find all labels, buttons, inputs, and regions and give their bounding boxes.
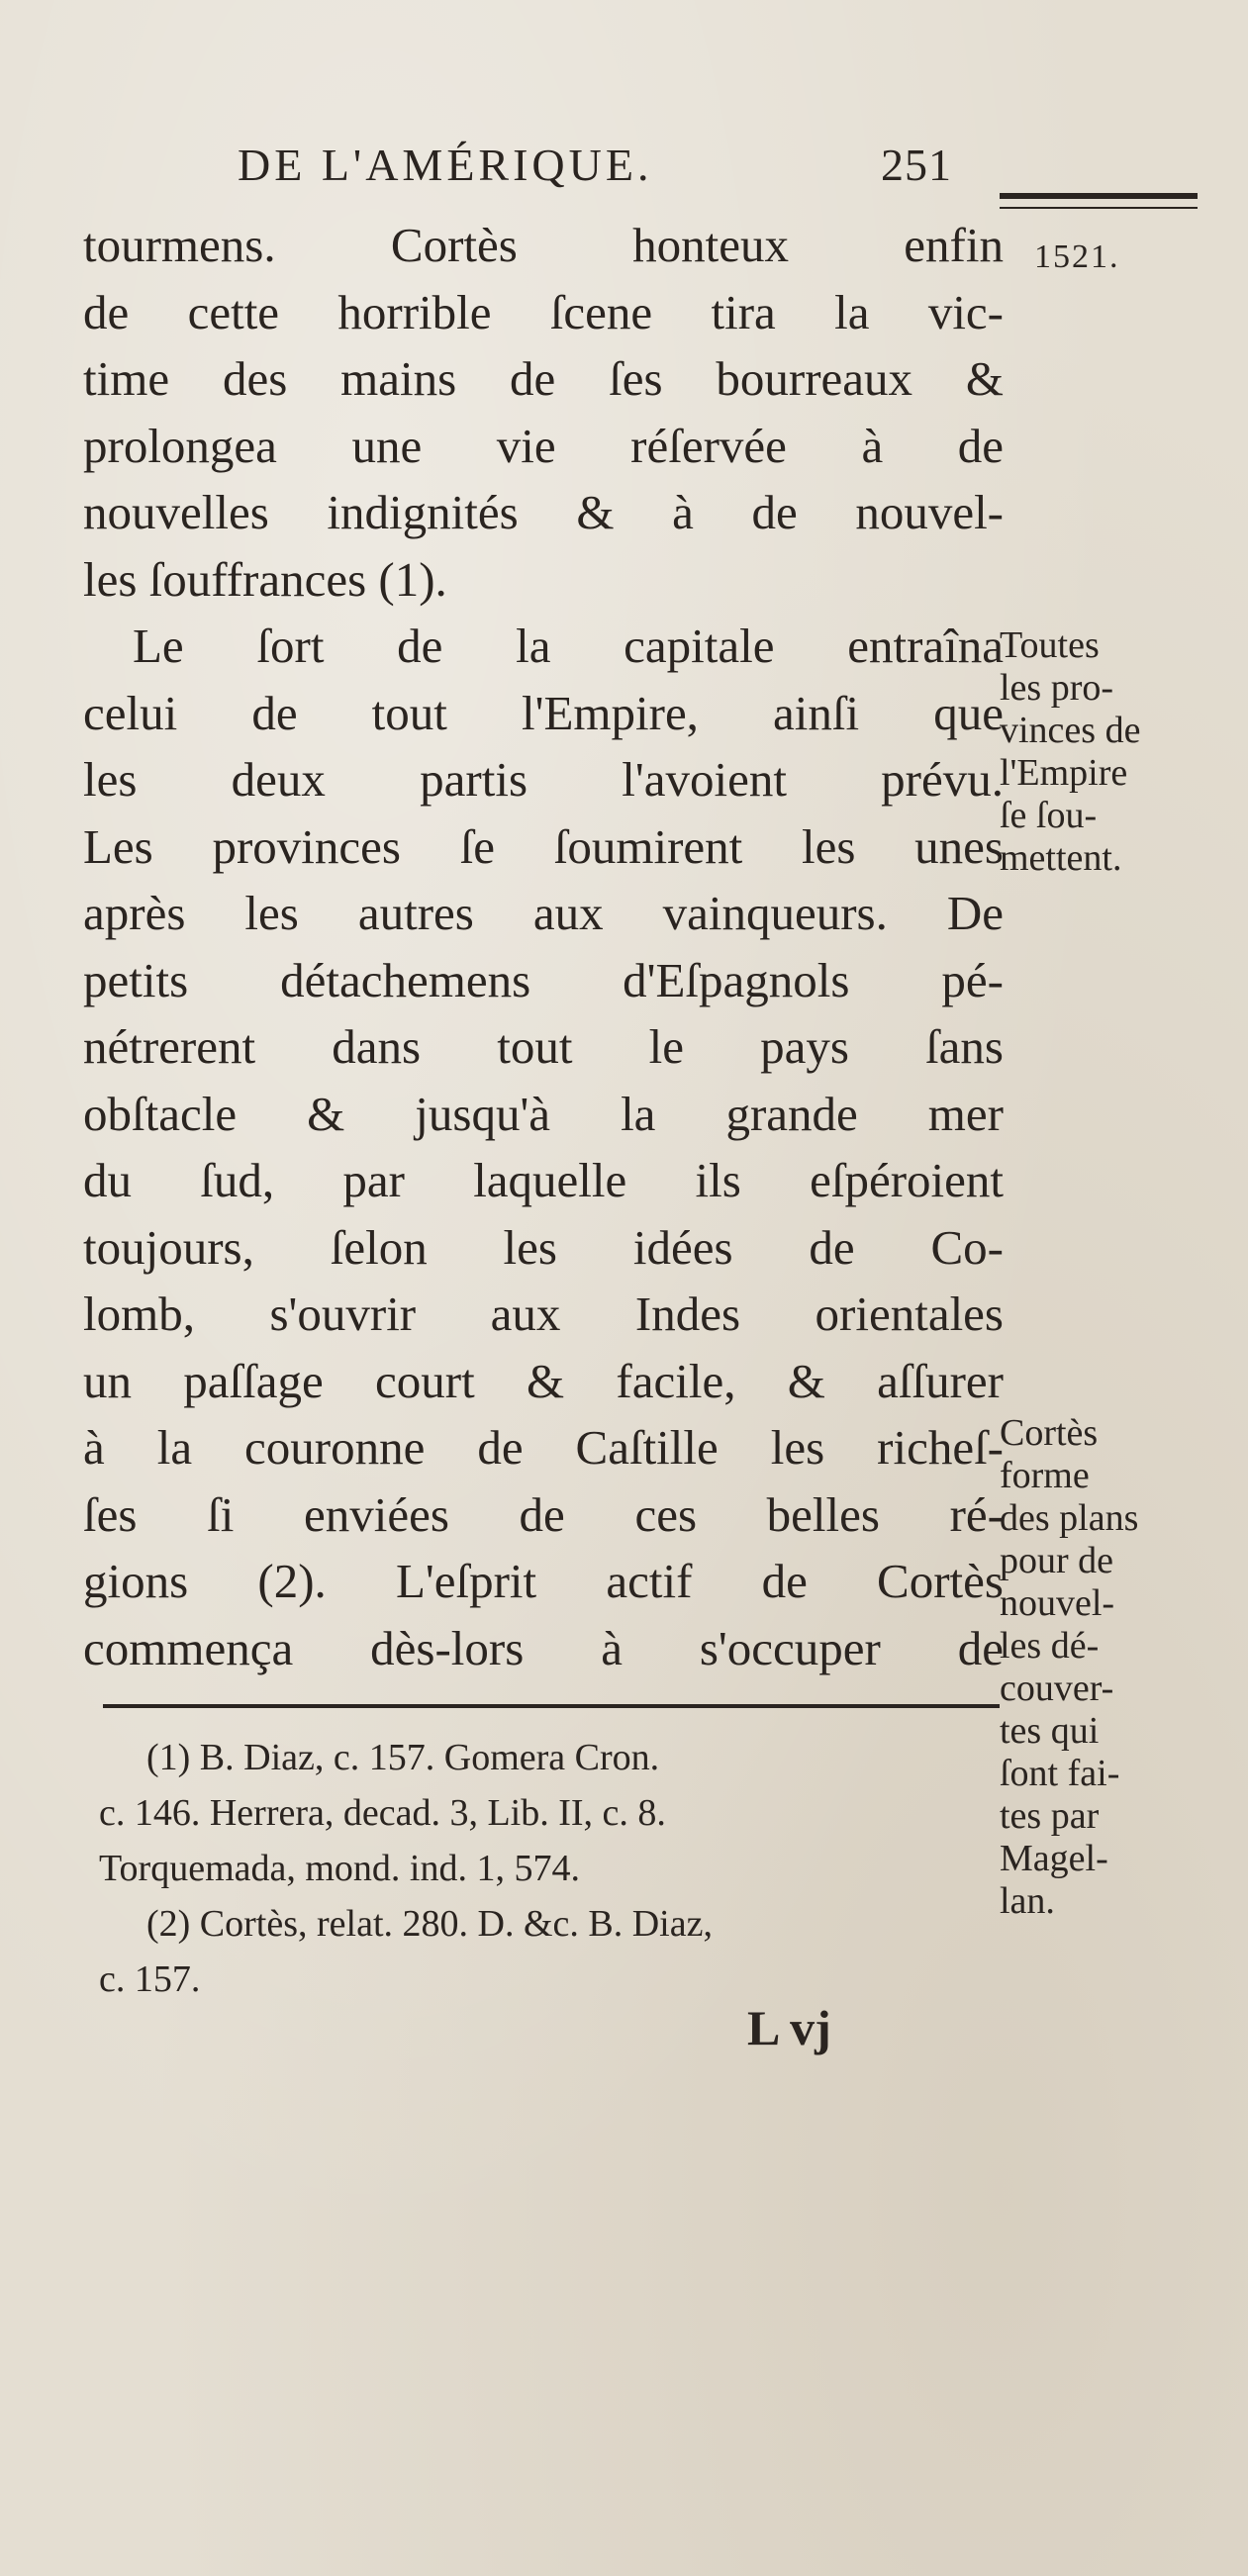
margin-line: les pro- <box>1000 667 1114 709</box>
page-number: 251 <box>881 140 952 190</box>
body-line: gions (2). L'eſprit actif de Cortès <box>83 1554 1004 1608</box>
body-line: ſes ſi enviées de ces belles ré- <box>83 1486 1004 1542</box>
footnote-line: Torquemada, mond. ind. 1, 574. <box>99 1848 580 1889</box>
margin-line: nouvel- <box>1000 1582 1115 1624</box>
margin-line: Toutes <box>1000 624 1100 666</box>
body-line: à la couronne de Caſtille les richeſ- <box>83 1420 1004 1475</box>
margin-line: tes par <box>1000 1795 1100 1837</box>
body-line: petits détachemens d'Eſpagnols pé- <box>83 952 1004 1007</box>
running-title: DE L'AMÉRIQUE. <box>238 140 653 190</box>
footnote-line: (1) B. Diaz, c. 157. Gomera Cron. <box>146 1737 660 1778</box>
footnote-line: c. 157. <box>99 1958 201 2000</box>
footnotes <box>99 1730 1009 2007</box>
margin-line: les dé- <box>1000 1625 1100 1667</box>
body-line: commença dès-lors à s'occuper de <box>83 1620 1004 1675</box>
margin-line: vinces de <box>1000 710 1141 751</box>
body-line: nétrerent dans tout le pays ſans <box>83 1019 1004 1074</box>
body-line: nouvelles indignités & à de nouvel- <box>83 485 1004 539</box>
body-line: Les provinces ſe ſoumirent les unes <box>83 818 1004 874</box>
margin-line: Cortès <box>1000 1412 1099 1454</box>
body-line: Le ſort de la capitale entraîna <box>133 619 1004 673</box>
body-line: tourmens. Cortès honteux enfin <box>83 218 1004 272</box>
margin-line: tes qui <box>1000 1710 1100 1752</box>
body-line: les deux partis l'avoient prévu. <box>83 752 1004 807</box>
footnote-rule <box>103 1704 1000 1708</box>
body-line: lomb, s'ouvrir aux Indes orientales <box>83 1287 1004 1341</box>
margin-line: mettent. <box>1000 837 1122 879</box>
body-line: de cette horrible ſcene tira la vic- <box>83 284 1004 339</box>
body-line: les ſouffrances (1). <box>83 551 447 607</box>
body-line: toujours, ſelon les idées de Co- <box>83 1219 1004 1275</box>
body-line: un paſſage court & facile, & aſſurer <box>83 1353 1004 1408</box>
margin-line: couver- <box>1000 1668 1114 1709</box>
header-rule <box>1000 193 1198 209</box>
margin-line: ſont fai- <box>1000 1753 1120 1794</box>
footnote-line: c. 146. Herrera, decad. 3, Lib. II, c. 8. <box>99 1792 666 1834</box>
running-header <box>238 139 990 191</box>
body-line: time des mains de ſes bourreaux & <box>83 351 1004 406</box>
body-line: prolongea une vie réſervée à de <box>83 418 1004 473</box>
margin-line: des plans <box>1000 1497 1139 1539</box>
margin-line: Magel- <box>1000 1838 1108 1879</box>
body-line: du ſud, par laquelle ils eſpéroient <box>83 1153 1004 1207</box>
margin-line: forme <box>1000 1455 1090 1496</box>
body-line: obſtacle & jusqu'à la grande mer <box>83 1086 1004 1141</box>
margin-line: ſe ſou- <box>1000 795 1098 836</box>
body-text <box>83 212 1004 1681</box>
margin-line: lan. <box>1000 1880 1055 1922</box>
margin-year: 1521. <box>1034 239 1120 275</box>
margin-line: l'Empire <box>1000 752 1128 794</box>
margin-line: pour de <box>1000 1540 1114 1581</box>
body-line: après les autres aux vainqueurs. De <box>83 886 1004 940</box>
signature-mark: L vj <box>747 2000 831 2055</box>
margin-note-cortes-plans <box>1000 1412 1138 1923</box>
body-line: celui de tout l'Empire, ainſi que <box>83 685 1004 740</box>
margin-note-provinces <box>1000 624 1140 880</box>
footnote-line: (2) Cortès, relat. 280. D. &c. B. Diaz, <box>146 1903 713 1945</box>
